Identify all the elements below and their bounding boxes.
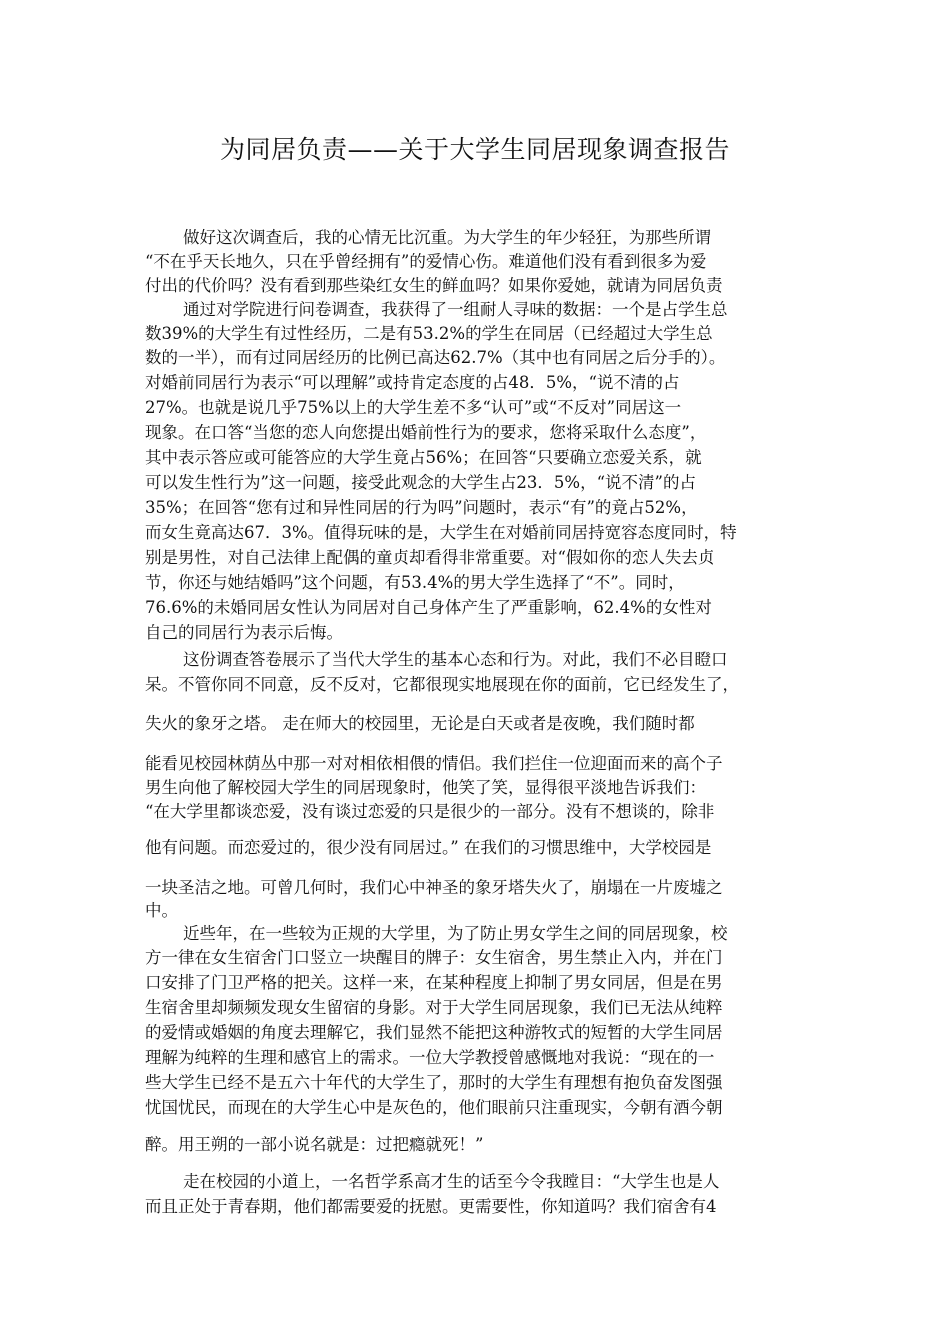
paragraph-line: “不在乎天长地久，只在乎曾经拥有”的爱情心伤。难道他们没有看到很多为爱 (145, 252, 707, 271)
paragraph-line: 些大学生已经不是五六十年代的大学生了，那时的大学生有理想有抱负奋发图强 (145, 1073, 723, 1092)
paragraph-line: 的爱情或婚姻的角度去理解它，我们显然不能把这种游牧式的短暂的大学生同居 (145, 1023, 723, 1042)
paragraph-line: 呆。不管你同不同意，反不反对，它都很现实地展现在你的面前，它已经发生了， (145, 675, 739, 694)
paragraph-line: 自己的同居行为表示后悔。 (145, 623, 343, 642)
paragraph-line: 中。 (145, 901, 178, 920)
paragraph-line: 一块圣洁之地。可曾几何时，我们心中神圣的象牙塔失火了，崩塌在一片废墟之 (145, 878, 723, 897)
paragraph-line: 做好这次调查后，我的心情无比沉重。为大学生的年少轻狂，为那些所谓 (183, 228, 711, 247)
document-title: 为同居负责——关于大学生同居现象调查报告 (219, 135, 730, 164)
paragraph-line: 节，你还与她结婚吗”这个问题，有53.4%的男大学生选择了“不”。同时， (145, 573, 685, 592)
paragraph-line: 而女生竟高达67．3%。值得玩味的是，大学生在对婚前同居持宽容态度同时，特 (145, 523, 737, 542)
paragraph-line: 男生向他了解校园大学生的同居现象时，他笑了笑，显得很平淡地告诉我们： (145, 778, 706, 797)
paragraph-line: 方一律在女生宿舍门口竖立一块醒目的牌子：女生宿舍，男生禁止入内，并在门 (145, 948, 723, 967)
paragraph-line: 现象。在口答“当您的恋人向您提出婚前性行为的要求，您将采取什么态度”， (145, 423, 707, 442)
paragraph-line: 27%。也就是说几乎75%以上的大学生差不多“认可”或“不反对”同居这一 (145, 398, 682, 417)
paragraph-line: 忧国忧民，而现在的大学生心中是灰色的，他们眼前只注重现实，今朝有酒今朝 (145, 1098, 723, 1117)
paragraph-line: 对婚前同居行为表示“可以理解”或持肯定态度的占48．5%，“说不清的占 (145, 373, 680, 392)
paragraph-line: 理解为纯粹的生理和感官上的需求。一位大学教授曾感慨地对我说：“现在的一 (145, 1048, 715, 1067)
paragraph-line: 别是男性，对自己法律上配偶的童贞却看得非常重要。对“假如你的恋人失去贞 (145, 548, 715, 567)
paragraph-line: 通过对学院进行问卷调查，我获得了一组耐人寻味的数据：一个是占学生总 (183, 300, 728, 319)
paragraph-line: 生宿舍里却频频发现女生留宿的身影。对于大学生同居现象，我们已无法从纯粹 (145, 998, 723, 1017)
paragraph-line: 付出的代价吗？没有看到那些染红女生的鲜血吗？如果你爱她，就请为同居负责 (145, 276, 723, 295)
paragraph-line: 其中表示答应或可能答应的大学生竟占56%；在回答“只要确立恋爱关系，就 (145, 448, 702, 467)
paragraph-line: 可以发生性行为”这一问题，接受此观念的大学生占23．5%，“说不清”的占 (145, 473, 696, 492)
paragraph-line: 近些年，在一些较为正规的大学里，为了防止男女学生之间的同居现象，校 (183, 924, 728, 943)
paragraph-line: 而且正处于青春期，他们都需要爱的抚慰。更需要性，你知道吗？我们宿舍有4 (145, 1197, 717, 1216)
paragraph-line: 走在校园的小道上，一名哲学系高才生的话至今令我瞠目：“大学生也是人 (183, 1172, 720, 1191)
paragraph-line: 醉。用王朔的一部小说名就是：过把瘾就死！” (145, 1135, 484, 1154)
paragraph-line: 口安排了门卫严格的把关。这样一来，在某种程度上抑制了男女同居，但是在男 (145, 973, 723, 992)
paragraph-line: 这份调查答卷展示了当代大学生的基本心态和行为。对此，我们不必目瞪口 (183, 650, 728, 669)
paragraph-line: 能看见校园林荫丛中那一对对相依相偎的情侣。我们拦住一位迎面而来的高个子 (145, 754, 723, 773)
paragraph-line: 76.6%的未婚同居女性认为同居对自己身体产生了严重影响，62.4%的女性对 (145, 598, 712, 617)
paragraph-line: 数的一半），而有过同居经历的比例已高达62.7%（其中也有同居之后分手的）。 (145, 348, 726, 367)
paragraph-line: “在大学里都谈恋爱，没有谈过恋爱的只是很少的一部分。没有不想谈的，除非 (145, 802, 715, 821)
paragraph-line: 他有问题。而恋爱过的，很少没有同居过。” 在我们的习惯思维中，大学校园是 (145, 838, 712, 857)
paragraph-line: 失火的象牙之塔。 走在师大的校园里，无论是白天或者是夜晚，我们随时都 (145, 714, 695, 733)
paragraph-line: 35%；在回答“您有过和异性同居的行为吗”问题时，表示“有”的竟占52%， (145, 498, 698, 517)
paragraph-line: 数39%的大学生有过性经历，二是有53.2%的学生在同居（已经超过大学生总 (145, 324, 713, 343)
